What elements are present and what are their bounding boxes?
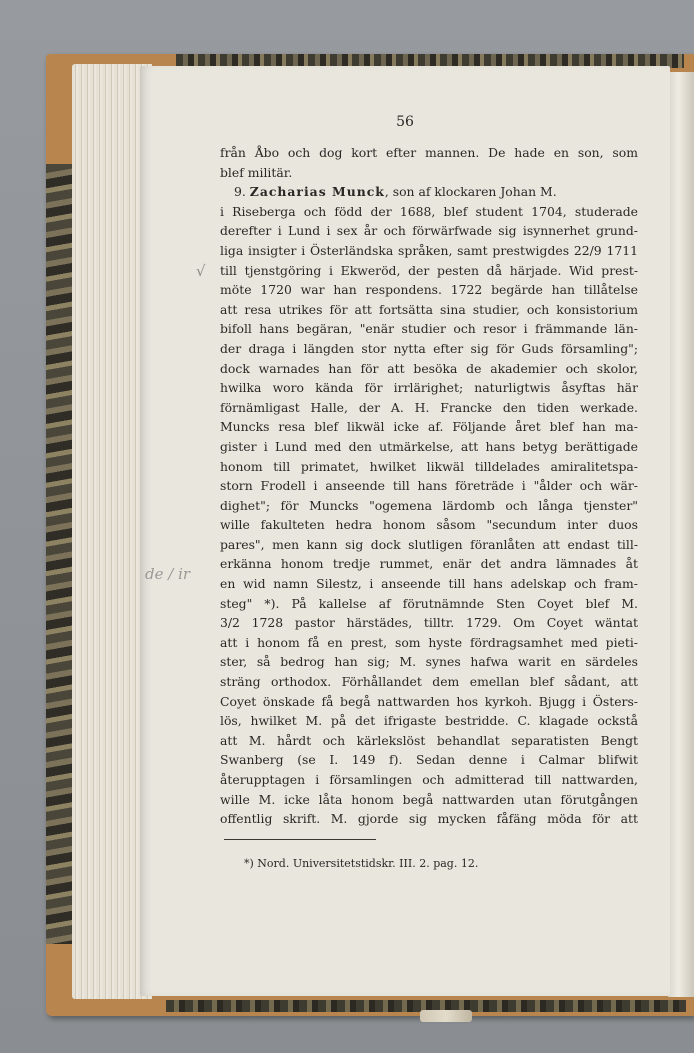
text-line: återupptagen i församlingen och admitterad till nattwarden, (220, 772, 638, 787)
page-number: 56 (396, 114, 414, 130)
text-line: storn Frodell i anseende till hans företräde i "ålder och wär- (220, 478, 638, 494)
text-line: steg" *). På kallelse af förutnämnde Sten Coyet blef M. (220, 595, 638, 611)
bookmark-ribbon (420, 1010, 472, 1022)
text-line: offentlig skrift. M. gjorde sig mycken fåfäng möda för att (220, 811, 638, 827)
text-line: till tjenstgöring i Ekweröd, der pesten då härjade. Wid prest- (220, 262, 638, 278)
text-line: wille M. icke låta honom begå nattwarden utan förutgången (220, 791, 638, 807)
pencil-margin-note: de / ir (145, 565, 191, 583)
text-line: från Åbo och dog kort efter mannen. De hade en son, som (220, 145, 638, 160)
text-line: lös, hwilket M. på det ifrigaste bestridde. C. klagade ockstå (220, 713, 638, 729)
book-page (140, 66, 670, 996)
text-line: Coyet önskade få begå nattwarden hos kyrkoh. Bjugg i Östers- (220, 693, 638, 709)
text-line: pares", men kann sig dock slutligen föranlåten att endast till- (220, 536, 638, 552)
text-line: honom till primatet, hwilket likwäl tilldelades amiralitetspa- (220, 458, 638, 474)
text-line: möte 1720 war han respondens. 1722 begärde han tillåtelse (220, 282, 638, 298)
text-line: Swanberg (se I. 149 f). Sedan denne i Calmar blifwit (220, 752, 638, 768)
text-line: att M. hårdt och kärlekslöst behandlat separatisten Bengt (220, 732, 638, 748)
text-line: sträng orthodox. Förhållandet dem emellan blef sådant, att (220, 674, 638, 690)
text-line: liga insigter i Österländska språken, samt prestwigdes 22/9 1711 (220, 242, 638, 258)
footnote: *) Nord. Universitetstidskr. III. 2. pag. 12. (244, 857, 479, 870)
text-line: gister i Lund med den utmärkelse, att hans betyg berättigade (220, 438, 638, 454)
text-line: Muncks resa blef likwäl icke af. Följande året blef han ma- (220, 419, 638, 435)
heading-rest: , son af klockaren Johan M. (384, 184, 557, 200)
text-line: att i honom få en prest, som hyste fördragsamhet med pieti- (220, 634, 638, 650)
text-line: att resa utrikes för att fortsätta sina studier, och konsistorium (220, 301, 638, 317)
text-line: förnämligast Halle, der A. H. Francke den tiden werkade. (220, 399, 638, 415)
text-line: derefter i Lund i sex år och förwärfwade sig isynnerhet grund- (220, 223, 638, 239)
text-line: der draga i längden stor nytta efter sig för Guds församling"; (220, 340, 638, 356)
text-line: bifoll hans begäran, "enär studier och resor i främmande län- (220, 321, 638, 337)
body-text (220, 143, 638, 829)
facing-page-edge (668, 72, 694, 997)
text-line: i Riseberga och född der 1688, blef student 1704, studerade (220, 203, 638, 219)
heading-number: 9. (234, 184, 246, 200)
text-line: 3/2 1728 pastor härstädes, tilltr. 1729. Om Coyet wäntat (220, 615, 638, 631)
text-line: blef militär. (220, 164, 293, 180)
pencil-check-mark: √ (196, 262, 206, 280)
text-line: erkänna honom tredje rummet, enär det andra lämnades åt (220, 556, 638, 572)
text-line: dighet"; för Muncks "ogemena lärdomb och långa tjenster" (220, 497, 638, 513)
footnote-rule (224, 839, 376, 840)
text-line: hwilka woro kända för irrlärighet; naturligtwis åsyftas här (220, 380, 638, 396)
text-line: en wid namn Silestz, i anseende till hans adelskap och fram- (220, 576, 638, 592)
section-heading (220, 182, 638, 202)
text-line: ster, så bedrog han sig; M. synes hafwa warit en särdeles (220, 654, 638, 670)
text-line: dock warnades han för att besöka de akademier och skolor, (220, 360, 638, 376)
text-line: wille fakulteten hedra honom såsom "secundum inter duos (220, 517, 638, 533)
marbled-board-left (46, 164, 74, 944)
heading-name: Zacharias Munck (249, 184, 385, 200)
